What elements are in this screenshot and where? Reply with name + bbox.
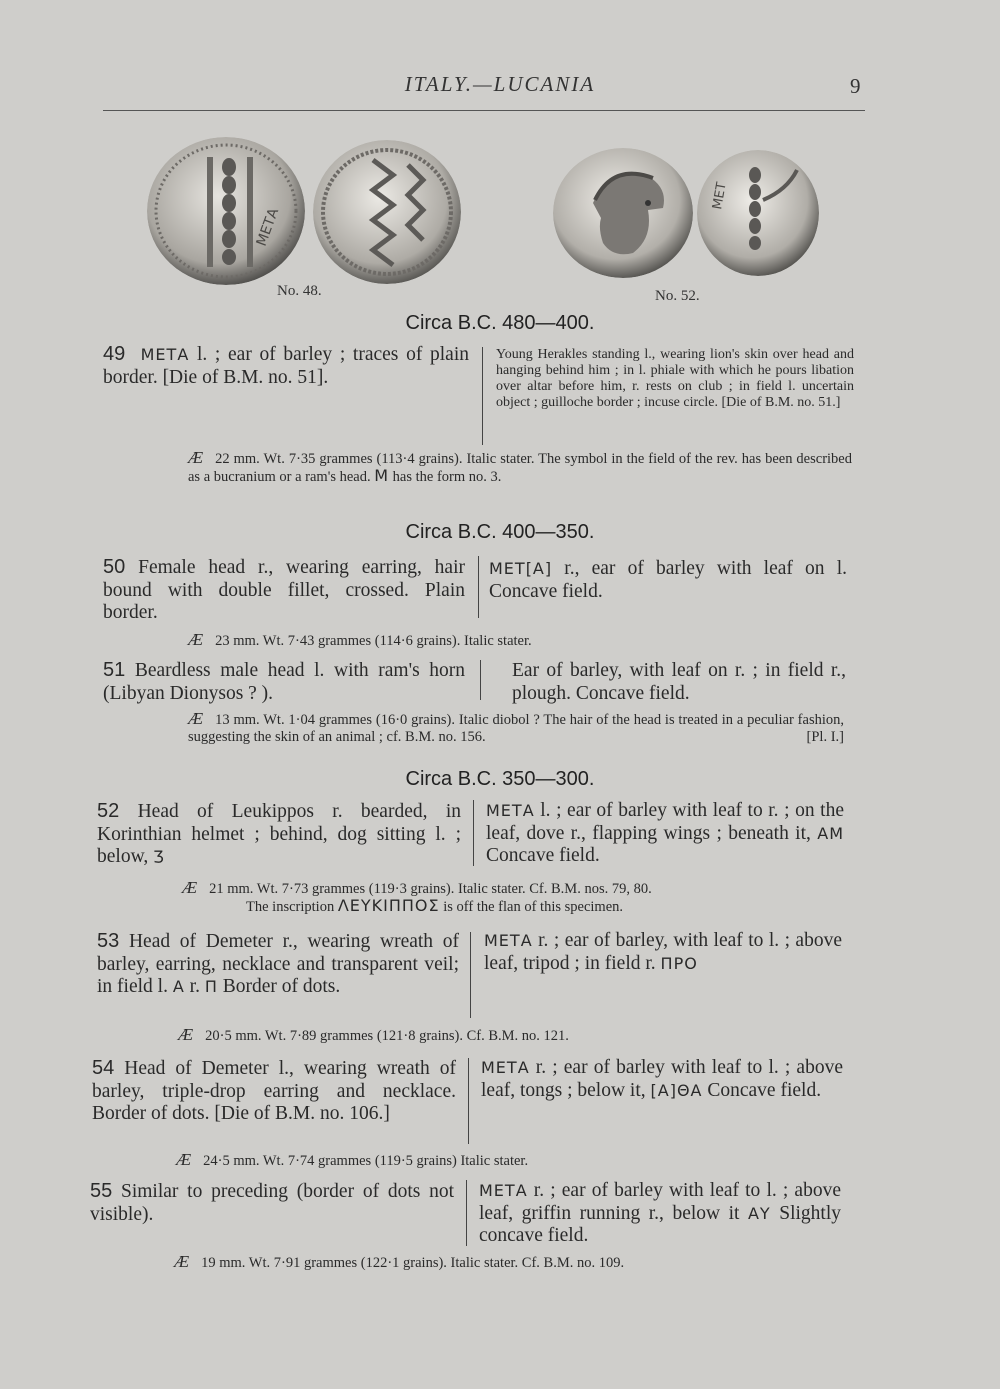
column-divider bbox=[468, 1058, 469, 1144]
entry-51-reverse: Ear of barley, with leaf on r. ; in field r., plough. Concave field. bbox=[512, 660, 846, 704]
column-divider bbox=[466, 1180, 467, 1246]
greek-legend: ΜΕΤΑ bbox=[140, 345, 190, 364]
column-divider bbox=[470, 932, 471, 1018]
svg-text:ΜΕΤ: ΜΕΤ bbox=[710, 181, 730, 211]
running-title: ITALY.—LUCANIA bbox=[404, 72, 596, 96]
entry-49-reverse: Young Herakles standing l., wearing lion's skin over head and hanging behind him ; in l. phiale with which he pours libation over altar before him, r. rests on club ; in field l. uncertain object ; guilloche border ; incuse circle. [Die of B.M. no. 51.] bbox=[496, 347, 854, 410]
entry-54-obverse bbox=[92, 1057, 456, 1126]
entry-53-note bbox=[178, 1027, 842, 1045]
greek-symbol: Α bbox=[172, 977, 185, 996]
svg-text:ΜΕΤΑ: ΜΕΤΑ bbox=[253, 206, 283, 249]
reverse-text: r. ; ear of barley, with leaf to l. ; above leaf, tripod ; in field r. bbox=[484, 930, 842, 974]
greek-legend: ΜΕΤΑ bbox=[486, 801, 535, 820]
coin-image-48-obverse bbox=[147, 137, 305, 285]
obverse-text: Head of Demeter r., wearing wreath of barley, earring, necklace and transparent veil; in field l. bbox=[97, 931, 459, 997]
note-text: The inscription bbox=[246, 898, 338, 915]
reverse-text: Concave field. bbox=[702, 1079, 822, 1101]
column-divider bbox=[482, 347, 483, 445]
entry-55-reverse bbox=[479, 1180, 841, 1248]
metal-symbol: Æ bbox=[188, 448, 204, 467]
entry-number: 53 bbox=[97, 930, 120, 952]
entry-50-note bbox=[188, 632, 852, 650]
greek-legend: ΜΕΤΑ bbox=[484, 931, 533, 950]
obverse-text: Beardless male head l. with ram's horn (Libyan Dionysos ? ). bbox=[103, 660, 465, 704]
page-number: 9 bbox=[850, 74, 861, 98]
metal-symbol: Æ bbox=[188, 709, 204, 728]
note-text: 19 mm. Wt. 7·91 grammes (122·1 grains). Italic stater. Cf. B.M. no. 109. bbox=[201, 1255, 625, 1271]
greek-legend: ΜΕΤ[Α] bbox=[489, 559, 553, 578]
note-text: 20·5 mm. Wt. 7·89 grammes (121·8 grains). Cf. B.M. no. 121. bbox=[205, 1028, 569, 1044]
entry-number: 49 bbox=[103, 343, 126, 365]
obverse-text: Female head r., wearing earring, hair bound with double fillet, crossed. Plain border. bbox=[103, 557, 465, 623]
note-text: 21 mm. Wt. 7·73 grammes (119·3 grains). Italic stater. Cf. B.M. nos. 79, 80. bbox=[209, 881, 652, 897]
obverse-text: r. bbox=[184, 976, 205, 997]
metal-symbol: Æ bbox=[182, 878, 198, 897]
entry-55-obverse bbox=[90, 1180, 454, 1226]
entry-52-reverse bbox=[486, 800, 844, 868]
entry-51-obverse bbox=[103, 659, 465, 705]
reverse-text: r., ear of barley with leaf on l. Concave field. bbox=[489, 558, 847, 602]
entry-53-reverse bbox=[484, 930, 842, 975]
entry-50-obverse bbox=[103, 556, 465, 625]
entry-54-reverse bbox=[481, 1057, 843, 1102]
entry-52-note bbox=[182, 880, 846, 915]
plate-caption-no-52: No. 52. bbox=[655, 288, 700, 304]
metal-symbol: Æ bbox=[176, 1150, 192, 1169]
entry-50-reverse bbox=[489, 558, 847, 603]
metal-symbol: Æ bbox=[178, 1025, 194, 1044]
obverse-text: l. ; ear of barley ; traces of plain border. [Die of B.M. no. 51]. bbox=[103, 344, 469, 388]
note-text: 23 mm. Wt. 7·43 grammes (114·6 grains). Italic stater. bbox=[215, 633, 532, 649]
entry-number: 50 bbox=[103, 556, 126, 578]
entry-number: 55 bbox=[90, 1180, 113, 1202]
coin-image-52-reverse bbox=[697, 150, 819, 276]
coin-image-48-reverse bbox=[313, 140, 461, 284]
greek-symbol: Π bbox=[204, 977, 218, 996]
note-text: 22 mm. Wt. 7·35 grammes (113·4 grains). Italic stater. The symbol in the field of the rev. has been described as a bucranium or a ram's head. bbox=[188, 451, 852, 485]
plate-caption-no-48: No. 48. bbox=[277, 283, 322, 299]
metal-symbol: Æ bbox=[188, 630, 204, 649]
reverse-text: Concave field. bbox=[486, 845, 600, 866]
entry-49-obverse bbox=[103, 343, 469, 389]
greek-symbol: Ʒ bbox=[153, 847, 165, 866]
greek-symbol: Μ bbox=[374, 465, 390, 485]
section-heading: Circa B.C. 350—300. bbox=[405, 768, 595, 790]
entry-54-note bbox=[176, 1152, 840, 1170]
obverse-text: Head of Leukippos r. bearded, in Korinthian helmet ; behind, dog sitting l. ; below, bbox=[97, 801, 461, 867]
greek-symbol: [Α]ΘΑ bbox=[650, 1080, 703, 1100]
section-heading: Circa B.C. 400—350. bbox=[405, 521, 595, 543]
column-divider bbox=[473, 800, 474, 866]
entry-52-obverse bbox=[97, 800, 461, 869]
reverse-text: r. ; ear of barley with leaf to l. ; above leaf, tongs ; below it, bbox=[481, 1057, 843, 1101]
entry-51-note bbox=[188, 711, 844, 745]
entry-number: 52 bbox=[97, 800, 120, 822]
note-text: 13 mm. Wt. 1·04 grammes (16·0 grains). Italic diobol ? The hair of the head is treated in a peculiar fashion, suggesting the skin of an animal ; cf. B.M. no. 156. bbox=[188, 712, 844, 745]
greek-legend: ΜΕΤΑ bbox=[481, 1058, 530, 1077]
entry-number: 54 bbox=[92, 1057, 115, 1079]
obverse-text: Head of Demeter l., wearing wreath of barley, triple-drop earring and necklace. Border of dots. [Die of B.M. no. 106.] bbox=[92, 1058, 456, 1124]
entry-55-note bbox=[174, 1254, 838, 1272]
obverse-text: Similar to preceding (border of dots not visible). bbox=[90, 1181, 454, 1225]
reverse-text: r. ; ear of barley with leaf to l. ; above leaf, griffin running r., below it bbox=[479, 1180, 841, 1224]
note-text: 24·5 mm. Wt. 7·74 grammes (119·5 grains) Italic stater. bbox=[203, 1153, 529, 1169]
metal-symbol: Æ bbox=[174, 1252, 190, 1271]
greek-legend: ΛΕΥΚΙΠΠΟΣ bbox=[337, 895, 440, 915]
greek-symbol: ΑΥ bbox=[747, 1203, 771, 1223]
column-divider bbox=[478, 556, 479, 618]
entry-53-obverse bbox=[97, 930, 459, 999]
greek-symbol: ΠΡΟ bbox=[660, 953, 698, 973]
entry-number: 51 bbox=[103, 659, 126, 681]
section-heading: Circa B.C. 480—400. bbox=[405, 312, 595, 334]
greek-legend: ΜΕΤΑ bbox=[479, 1181, 528, 1200]
header-rule bbox=[103, 110, 865, 111]
greek-symbol: ΑΜ bbox=[817, 823, 844, 843]
reverse-text: l. ; ear of barley with leaf to r. ; on the leaf, dove r., flapping wings ; beneath it, bbox=[486, 800, 844, 844]
obverse-text: Border of dots. bbox=[217, 976, 341, 997]
column-divider bbox=[480, 660, 481, 700]
note-text: has the form no. 3. bbox=[389, 468, 502, 485]
entry-49-note bbox=[188, 450, 852, 485]
plate-reference: [Pl. I.] bbox=[806, 728, 844, 745]
reverse-text: Slightly concave field. bbox=[479, 1202, 841, 1246]
note-text: is off the flan of this specimen. bbox=[439, 898, 624, 915]
coin-image-52-obverse bbox=[553, 148, 693, 278]
